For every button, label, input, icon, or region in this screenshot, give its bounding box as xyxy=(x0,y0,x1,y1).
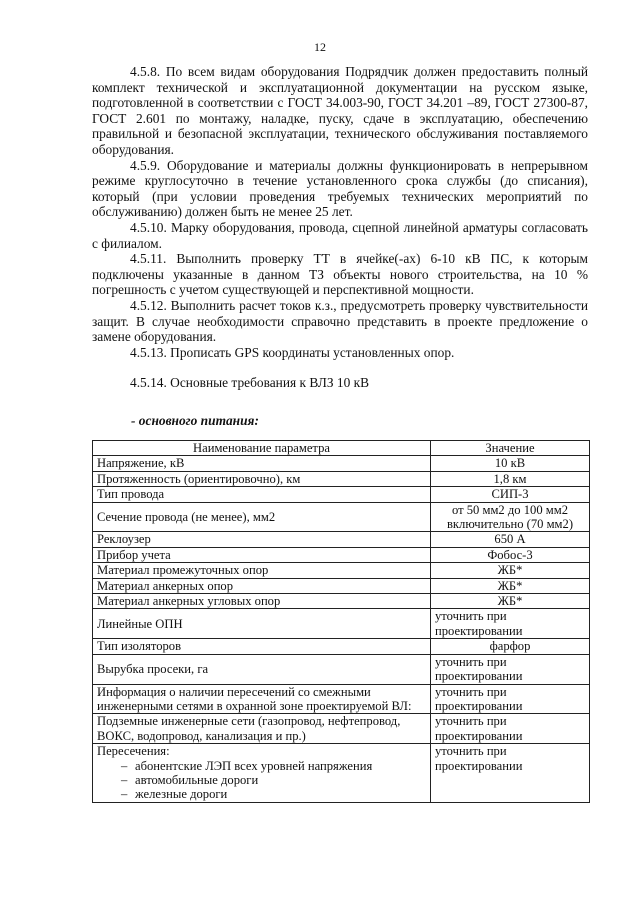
param-cell: Подземные инженерные сети (газопровод, нефтепровод, ВОКС, водопровод, канализация и пр.) xyxy=(93,714,431,744)
param-cell: Сечение провода (не менее), мм2 xyxy=(93,502,431,532)
value-cell: ЖБ* xyxy=(431,563,590,578)
table-header-row xyxy=(93,441,590,456)
list-item: – абонентские ЛЭП всех уровней напряжения xyxy=(121,758,373,773)
header-value: Значение xyxy=(431,441,590,456)
table-row xyxy=(93,684,590,714)
table-row xyxy=(93,744,590,803)
page-number: 12 xyxy=(314,40,326,54)
table-row xyxy=(93,487,590,502)
param-cell: Прибор учета xyxy=(93,547,431,562)
list-item: – железные дороги xyxy=(121,787,228,802)
value-cell: ЖБ* xyxy=(431,594,590,609)
param-cell: Тип изоляторов xyxy=(93,639,431,654)
paragraph-4-5-14: 4.5.14. Основные требования к ВЛЗ 10 кВ xyxy=(130,375,370,391)
section-subheading: - основного питания: xyxy=(131,413,259,428)
table-row xyxy=(93,456,590,471)
paragraph-4-5-13: 4.5.13. Прописать GPS координаты установленных опор. xyxy=(130,344,455,360)
param-cell: Реклоузер xyxy=(93,532,431,547)
value-cell: уточнить при проектировании xyxy=(431,744,590,803)
requirements-table xyxy=(92,440,590,803)
param-cell: Напряжение, кВ xyxy=(93,456,431,471)
table-row xyxy=(93,639,590,654)
table-row xyxy=(93,714,590,744)
value-cell: уточнить при проектировании xyxy=(431,654,590,684)
table-row xyxy=(93,594,590,609)
paragraph-4-5-11: 4.5.11. Выполнить проверку ТТ в ячейке(-ах) 6-10 кВ ПС, к которым подключены указанные в данном ТЗ объекты нового строительства, на 10 % погрешность с учетом существующей и перспективной мощности. xyxy=(92,251,588,298)
param-cell: Протяженность (ориентировочно), км xyxy=(93,471,431,486)
header-param: Наименование параметра xyxy=(93,441,431,456)
table-row xyxy=(93,609,590,639)
paragraph-4-5-10: 4.5.10. Марку оборудования, провода, сцепной линейной арматуры согласовать с филиалом. xyxy=(92,219,588,251)
value-cell: уточнить при проектировании xyxy=(431,714,590,744)
table-row xyxy=(93,547,590,562)
body-text xyxy=(92,64,588,391)
value-cell: СИП-3 xyxy=(431,487,590,502)
table-row xyxy=(93,654,590,684)
value-cell: Фобос-3 xyxy=(431,547,590,562)
paragraph-4-5-9: 4.5.9. Оборудование и материалы должны функционировать в непрерывном режиме круглосуточно в течение установленного срока службы (до списания), который (при условии проведения требуемых технических мероприятий по обслуживанию) должен быть не менее 25 лет. xyxy=(92,157,588,220)
param-cell: Материал анкерных опор xyxy=(93,578,431,593)
param-cell: Вырубка просеки, га xyxy=(93,654,431,684)
table-row xyxy=(93,563,590,578)
param-cell: Тип провода xyxy=(93,487,431,502)
param-cell xyxy=(93,744,431,803)
table-row xyxy=(93,578,590,593)
paragraph-4-5-8: 4.5.8. По всем видам оборудования Подрядчик должен предоставить полный комплект технической и эксплуатационной документации на русском языке, подготовленной в соответствии с ГОСТ 34.003-90, ГОСТ 34.201 –89, ГОСТ 27300-87, ГОСТ 2.601 по монтажу, наладке, пуску, сдаче в эксплуатацию, обеспечению правильной и безопасной эксплуатации, технического обслуживания поставляемого оборудования. xyxy=(92,64,588,157)
value-cell: уточнить при проектировании xyxy=(431,609,590,639)
table-row xyxy=(93,471,590,486)
paragraph-4-5-12: 4.5.12. Выполнить расчет токов к.з., предусмотреть проверку чувствительности защит. В случае необходимости справочно представить в проекте предложение о замене оборудования. xyxy=(92,297,588,345)
param-cell: Материал анкерных угловых опор xyxy=(93,594,431,609)
value-cell: 650 А xyxy=(431,532,590,547)
value-cell: от 50 мм2 до 100 мм2 включительно (70 мм2) xyxy=(431,502,590,532)
value-cell: 10 кВ xyxy=(431,456,590,471)
value-cell: уточнить при проектировании xyxy=(431,684,590,714)
list-item: – автомобильные дороги xyxy=(121,772,259,787)
crossings-list xyxy=(97,759,426,802)
table-row xyxy=(93,532,590,547)
crossings-label: Пересечения: xyxy=(97,744,170,759)
param-cell: Линейные ОПН xyxy=(93,609,431,639)
value-cell: фарфор xyxy=(431,639,590,654)
table-row xyxy=(93,502,590,532)
param-cell: Информация о наличии пересечений со смежными инженерными сетями в охранной зоне проектируемой ВЛ: xyxy=(93,684,431,714)
value-cell: ЖБ* xyxy=(431,578,590,593)
param-cell: Материал промежуточных опор xyxy=(93,563,431,578)
value-cell: 1,8 км xyxy=(431,471,590,486)
